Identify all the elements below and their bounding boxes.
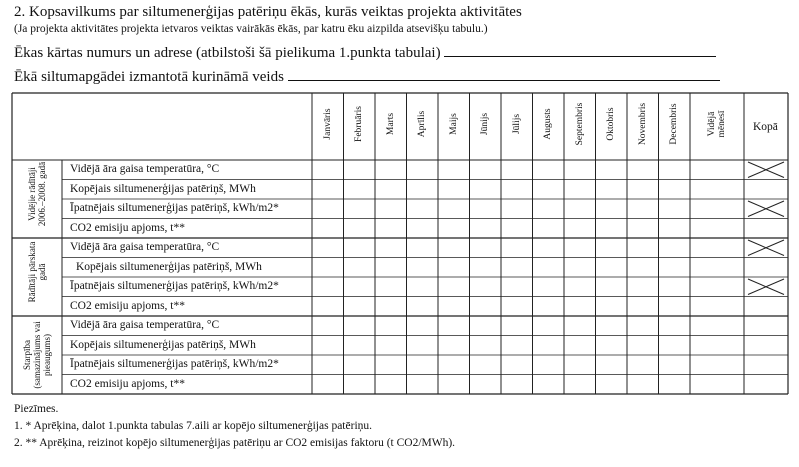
month-header-12: Decembris bbox=[669, 103, 680, 145]
row-label: Kopējais siltumenerģijas patēriņš, MWh bbox=[76, 260, 262, 273]
month-header-6: Jūnijs bbox=[480, 112, 491, 136]
month-header-11: Novembris bbox=[637, 102, 648, 146]
month-header-5: Maijs bbox=[448, 113, 459, 135]
row-label: Kopējais siltumenerģijas patēriņš, MWh bbox=[70, 338, 256, 351]
month-header-4: Aprīlis bbox=[417, 110, 428, 138]
row-label: CO2 emisiju apjoms, t** bbox=[70, 377, 185, 390]
row-label: Vidējā āra gaisa temperatūra, °C bbox=[70, 319, 220, 331]
row-label: Īpatnējais siltumenerģijas patēriņš, kWh/m2* bbox=[70, 280, 279, 292]
section-title: 2. Kopsavilkums par siltumenerģijas patēriņu ēkās, kurās veiktas projekta aktivitātes bbox=[14, 4, 522, 20]
note-1: 1. * Aprēķina, dalot 1.punkta tabulas 7.aili ar kopējo siltumenerģijas patēriņu. bbox=[14, 420, 373, 432]
month-header-2: Februāris bbox=[354, 106, 365, 142]
notes-heading: Piezīmes. bbox=[14, 403, 59, 415]
fuel-field-label: Ēkā siltumapgādei izmantotā kurināmā veids bbox=[14, 69, 284, 85]
row-label: Īpatnējais siltumenerģijas patēriņš, kWh/m2* bbox=[70, 358, 279, 370]
month-header-10: Oktobris bbox=[606, 107, 617, 141]
month-header-1: Janvāris bbox=[322, 108, 333, 140]
note-2: 2. ** Aprēķina, reizinot kopējo siltumenerģijas patēriņu ar CO2 emisijas faktoru (t CO2/MWh). bbox=[14, 437, 456, 449]
row-label: Vidējā āra gaisa temperatūra, °C bbox=[70, 241, 220, 253]
avg-month-header: Vidējā mēnesī bbox=[707, 110, 727, 138]
month-header-9: Septembris bbox=[574, 102, 585, 146]
address-field-label: Ēkas kārtas numurs un adrese (atbilstoši šā pielikuma 1.punkta tabulai) bbox=[14, 45, 441, 61]
total-header: Kopā bbox=[753, 121, 778, 133]
month-header-8: Augusts bbox=[543, 108, 554, 140]
group-label-3: Starpība (samazinājums vai pieaugums) bbox=[22, 321, 52, 389]
row-label: CO2 emisiju apjoms, t** bbox=[70, 221, 185, 234]
group-label-1: Vidējie rādītāji 2006.–2008. gadā bbox=[27, 161, 47, 227]
row-label: Vidējā āra gaisa temperatūra, °C bbox=[70, 163, 220, 175]
row-label: CO2 emisiju apjoms, t** bbox=[70, 299, 185, 312]
month-header-7: Jūlijs bbox=[511, 113, 522, 135]
group-label-2: Rādītāji pārskata gadā bbox=[27, 241, 47, 303]
month-header-3: Marts bbox=[385, 112, 396, 136]
section-subtitle: (Ja projekta aktivitātes projekta ietvaros veiktas vairākās ēkās, par katru ēku aizpilda atsevišķu tabulu.) bbox=[14, 23, 488, 35]
row-label: Kopējais siltumenerģijas patēriņš, MWh bbox=[70, 182, 256, 195]
row-label: Īpatnējais siltumenerģijas patēriņš, kWh/m2* bbox=[70, 202, 279, 214]
